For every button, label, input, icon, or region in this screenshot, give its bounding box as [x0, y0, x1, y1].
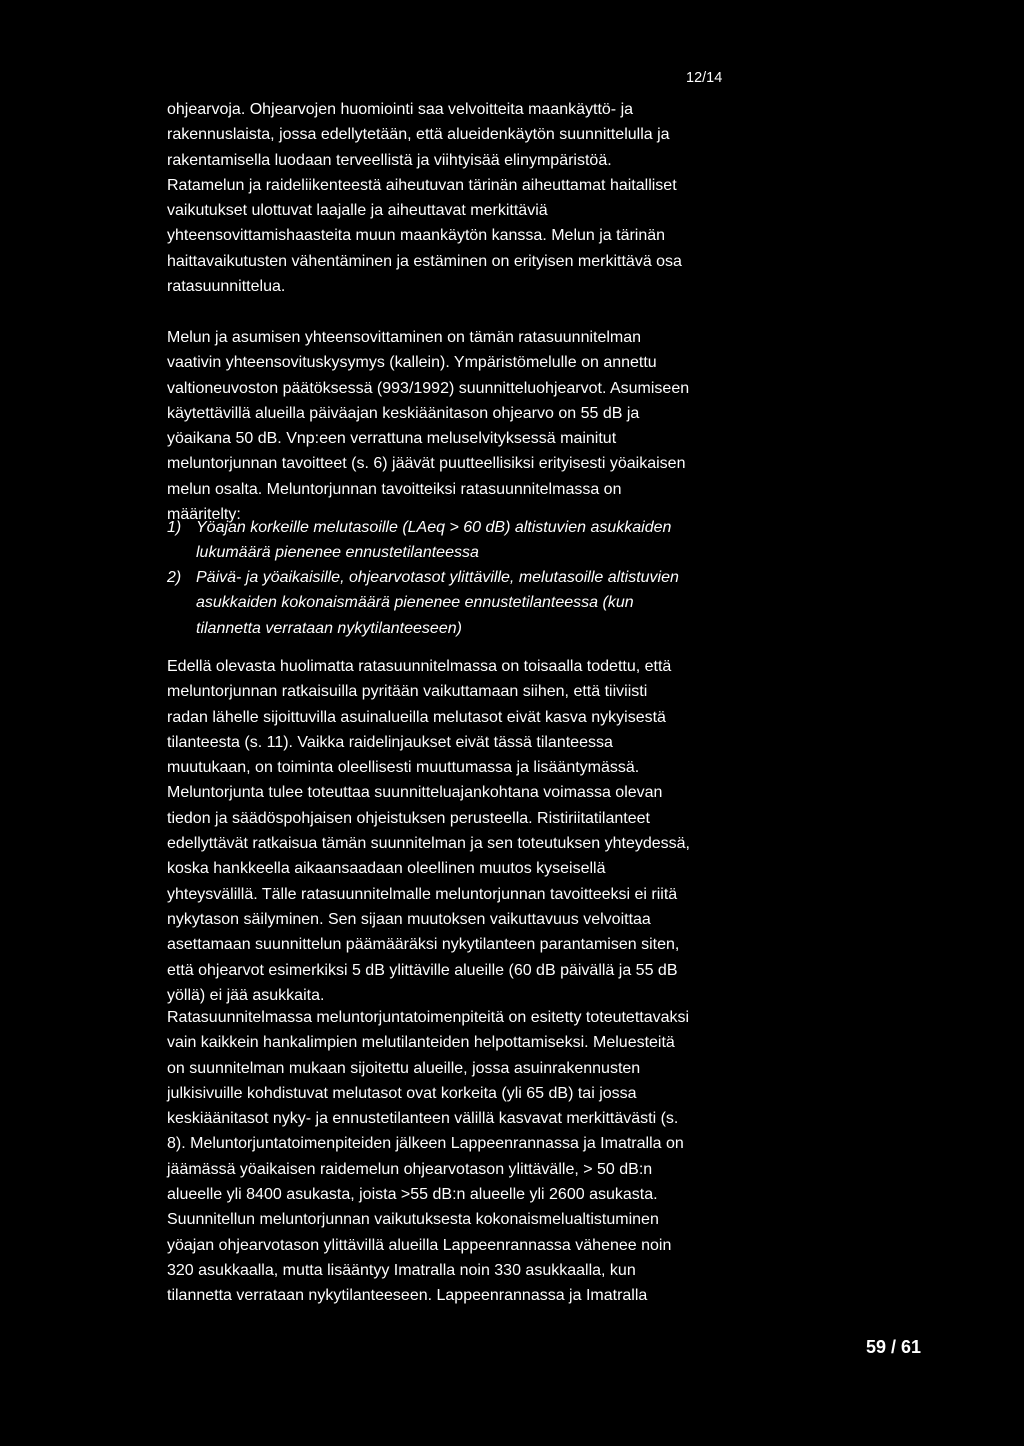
text-line: Edellä olevasta huolimatta ratasuunnitelmassa on toisaalla todettu, että	[167, 658, 672, 675]
list-item-number: 2)	[167, 569, 182, 586]
text-line: radan lähelle sijoittuvilla asuinalueilla melutasot eivät kasva nykyisestä	[167, 708, 666, 726]
text-line: ohjearvoja. Ohjearvojen huomiointi saa velvoitteita maankäyttö- ja	[167, 101, 634, 118]
text-line: lukumäärä pienenee ennustetilanteessa	[196, 544, 479, 562]
text-line: koska hankkeella aikaansaadaan oleellinen muutos kyseisellä	[167, 860, 606, 878]
text-line: melun osalta. Meluntorjunnan tavoitteiksi ratasuunnitelmassa on	[167, 480, 622, 498]
text-line: yhteensovittamishaasteita muun maankäytön kanssa. Melun ja tärinän	[167, 227, 666, 245]
text-line: asettamaan suunnittelun päämääräksi nykytilanteen parantamisen siten,	[167, 936, 680, 954]
text-line: jäämässä yöaikaisen raidemelun ohjearvotason ylittävälle, > 50 dB:n	[167, 1160, 653, 1178]
text-line: yöllä) ei jää asukkaita.	[167, 986, 325, 1004]
text-line: haittavaikutusten vähentäminen ja estäminen on erityisen merkittävä osa	[167, 252, 682, 270]
text-line: vain kaikkein hankalimpien melutilanteiden helpottamiseksi. Meluesteitä	[167, 1034, 675, 1052]
text-line: yhteysvälillä. Tälle ratasuunnitelmalle meluntorjunnan tavoitteeksi ei riitä	[167, 885, 678, 903]
text-line: keskiäänitasot nyky- ja ennustetilanteen välillä kasvavat merkittävästi (s.	[167, 1110, 679, 1128]
paragraph-1	[167, 97, 767, 299]
text-line: on suunnitelman mukaan sijoitettu alueille, jossa asuinrakennusten	[167, 1059, 641, 1077]
text-line: Suunnitellun meluntorjunnan vaikutuksesta kokonaismelualtistuminen	[167, 1211, 659, 1229]
text-line: nykytason säilyminen. Sen sijaan muutoksen vaikuttavuus velvoittaa	[167, 910, 651, 928]
text-line: yöajan ohjearvotason ylittävillä alueilla Lappeenrannassa vähenee noin	[167, 1236, 672, 1254]
text-line: rakentamisella luodaan terveellistä ja viihtyisää elinympäristöä.	[167, 151, 612, 169]
header-page-reference: 12/14	[686, 70, 723, 86]
paragraph-2	[167, 325, 767, 527]
text-line: 8). Meluntorjuntatoimenpiteiden jälkeen Lappeenrannassa ja Imatralla on	[167, 1135, 684, 1153]
text-line: määritelty:	[167, 506, 241, 524]
text-line: rakennuslaista, jossa edellytetään, että alueidenkäytön suunnittelulla ja	[167, 126, 670, 144]
text-line: että ohjearvot esimerkiksi 5 dB ylittäville alueille (60 dB päivällä ja 55 dB	[167, 961, 678, 979]
text-line: Melun ja asumisen yhteensovittaminen on tämän ratasuunnitelman	[167, 329, 642, 346]
text-line: käytettävillä alueilla päiväajan keskiäänitason ohjearvo on 55 dB ja	[167, 404, 640, 422]
paragraph-3	[167, 654, 767, 1008]
text-line: Ratasuunnitelmassa meluntorjuntatoimenpiteitä on esitetty toteutettavaksi	[167, 1009, 690, 1026]
text-line: Päivä- ja yöaikaisille, ohjearvotasot ylittäville, melutasoille altistuvien	[196, 569, 679, 586]
list-item-number: 1)	[167, 519, 182, 536]
text-line: valtioneuvoston päätöksessä (993/1992) suunnitteluohjearvot. Asumiseen	[167, 379, 690, 397]
text-line: alueelle yli 8400 asukasta, joista >55 dB:n alueelle yli 2600 asukasta.	[167, 1186, 658, 1204]
text-line: tilannetta verrataan nykytilanteeseen. Lappeenrannassa ja Imatralla	[167, 1287, 648, 1305]
text-line: asukkaiden kokonaismäärä pienenee ennustetilanteessa (kun	[196, 594, 634, 612]
text-line: tilannetta verrataan nykytilanteeseen)	[196, 619, 462, 637]
text-line: meluntorjunnan tavoitteet (s. 6) jäävät puutteellisiksi erityisesti yöaikaisen	[167, 455, 686, 473]
text-line: vaativin yhteensovituskysymys (kallein). Ympäristömelulle on annettu	[167, 354, 657, 372]
text-line: edellyttävät ratkaisua tämän suunnitelman ja sen toteutuksen yhteydessä,	[167, 835, 690, 853]
text-line: yöaikana 50 dB. Vnp:een verrattuna meluselvityksessä mainitut	[167, 430, 617, 448]
text-line: tilanteesta (s. 11). Vaikka raidelinjaukset eivät tässä tilanteessa	[167, 733, 613, 751]
text-line: meluntorjunnan ratkaisuilla pyritään vaikuttamaan siihen, että tiiviisti	[167, 683, 648, 701]
text-line: tiedon ja säädöspohjaisen ohjeistuksen perusteella. Ristiriitatilanteet	[167, 809, 650, 827]
text-line: 320 asukkaalla, mutta lisääntyy Imatralla noin 330 asukkaalla, kun	[167, 1261, 636, 1279]
text-line: julkisivuille kohdistuvat melutasot ovat korkeita (yli 65 dB) tai jossa	[167, 1084, 637, 1102]
paragraph-4	[167, 1005, 767, 1309]
text-line: Ratamelun ja raideliikenteestä aiheutuvan tärinän aiheuttamat haitalliset	[167, 176, 677, 194]
text-line: Meluntorjunta tulee toteuttaa suunnitteluajankohtana voimassa olevan	[167, 784, 663, 802]
text-line: muutukaan, on toiminta oleellisesti muuttumassa ja lisääntymässä.	[167, 759, 640, 777]
text-line: Yöajan korkeille melutasoille (LAeq > 60 dB) altistuvien asukkaiden	[196, 519, 672, 536]
text-line: vaikutukset ulottuvat laajalle ja aiheuttavat merkittäviä	[167, 202, 548, 220]
text-line: ratasuunnittelua.	[167, 278, 286, 296]
page-number: 59 / 61	[866, 1337, 922, 1357]
